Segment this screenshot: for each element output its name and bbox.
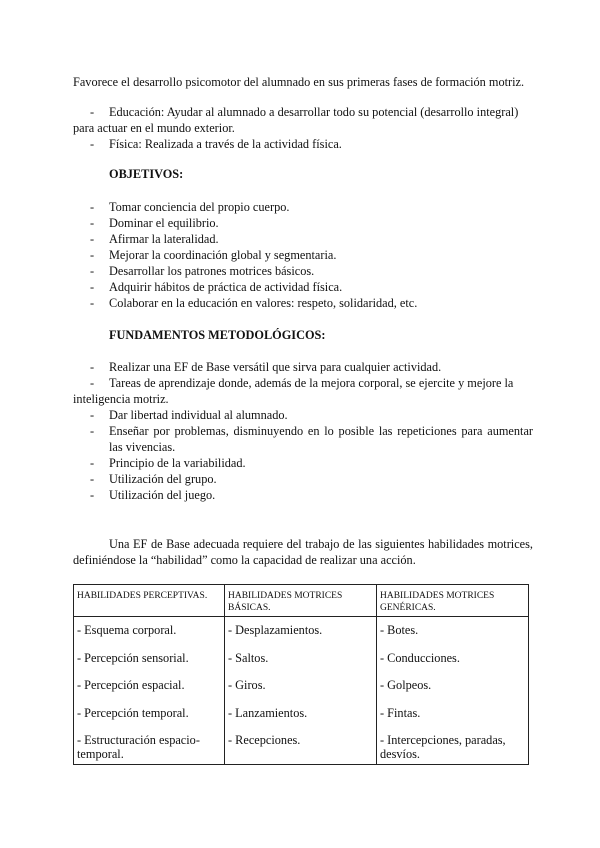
table-cell-item: - Saltos. (228, 650, 269, 665)
table-cell-item: - Estructuración espacio-temporal. (77, 733, 200, 761)
fundamentos-heading: FUNDAMENTOS METODOLÓGICOS: (109, 328, 326, 342)
table-cell-perceptivas (74, 617, 225, 765)
list-item: - Educación: Ayudar al alumnado a desarrollar todo su potencial (desarrollo integral) para actuar en el mundo exterior. (73, 104, 533, 136)
table-cell-basicas (225, 617, 377, 765)
list-item: - Adquirir hábitos de práctica de actividad física. (73, 279, 533, 295)
table-cell-item: - Percepción espacial. (77, 678, 185, 692)
list-item: - Tareas de aprendizaje donde, además de la mejora corporal, se ejercite y mejore la inteligencia motriz. (73, 375, 533, 407)
list-item: - Dominar el equilibrio. (73, 215, 533, 231)
table-cell-item: - Lanzamientos. (228, 705, 308, 720)
fundamentos-list (73, 359, 533, 503)
list-item: - Principio de la variabilidad. (73, 455, 533, 471)
list-item: - Realizar una EF de Base versátil que sirva para cualquier actividad. (73, 359, 533, 375)
habilidades-table (73, 584, 529, 765)
table-cell-item: - Botes. (380, 623, 419, 637)
table-header-cell: HABILIDADES MOTRICES GENÉRICAS. (377, 585, 529, 617)
table-cell-item: - Fintas. (380, 705, 421, 720)
table-cell-item: - Recepciones. (228, 733, 301, 747)
table-cell-item: - Conducciones. (380, 650, 460, 665)
list-item: - Desarrollar los patrones motrices básicos. (73, 263, 533, 279)
table-header-cell: HABILIDADES PERCEPTIVAS. (74, 585, 225, 617)
list-item: - Utilización del juego. (73, 487, 533, 503)
table-cell-item: - Giros. (228, 678, 266, 692)
table-cell-item: - Percepción sensorial. (77, 650, 189, 665)
table-cell-item: - Intercepciones, paradas, desvíos. (380, 733, 506, 761)
habilidades-intro-paragraph: Una EF de Base adecuada requiere del trabajo de las siguientes habilidades motrices, definiéndose la “habilidad” como la capacidad de realizar una acción. (73, 537, 533, 567)
table-header-cell: HABILIDADES MOTRICES BÁSICAS. (225, 585, 377, 617)
table-cell-item: - Esquema corporal. (77, 623, 177, 637)
list-item: - Colaborar en la educación en valores: respeto, solidaridad, etc. (73, 295, 533, 311)
table-cell-genericas (377, 617, 529, 765)
list-item: - Mejorar la coordinación global y segmentaria. (73, 247, 533, 263)
table-cell-item: - Desplazamientos. (228, 623, 323, 637)
list-item: - Utilización del grupo. (73, 471, 533, 487)
table-header-row (74, 585, 529, 617)
intro-paragraph: Favorece el desarrollo psicomotor del alumnado en sus primeras fases de formación motriz. (73, 75, 525, 89)
list-item: - Enseñar por problemas, disminuyendo en lo posible las repeticiones para aumentar las vivencias. (73, 423, 533, 455)
list-item: - Afirmar la lateralidad. (73, 231, 533, 247)
table-cell-item: - Golpeos. (380, 678, 432, 692)
table-cell-item: - Percepción temporal. (77, 705, 189, 720)
objetivos-heading: OBJETIVOS: (109, 167, 184, 181)
table-row (74, 617, 529, 765)
objetivos-list (73, 199, 533, 311)
list-item: - Tomar conciencia del propio cuerpo. (73, 199, 533, 215)
list-item: - Dar libertad individual al alumnado. (73, 407, 533, 423)
list-item: - Física: Realizada a través de la actividad física. (73, 136, 533, 152)
dimensions-list (73, 104, 533, 152)
